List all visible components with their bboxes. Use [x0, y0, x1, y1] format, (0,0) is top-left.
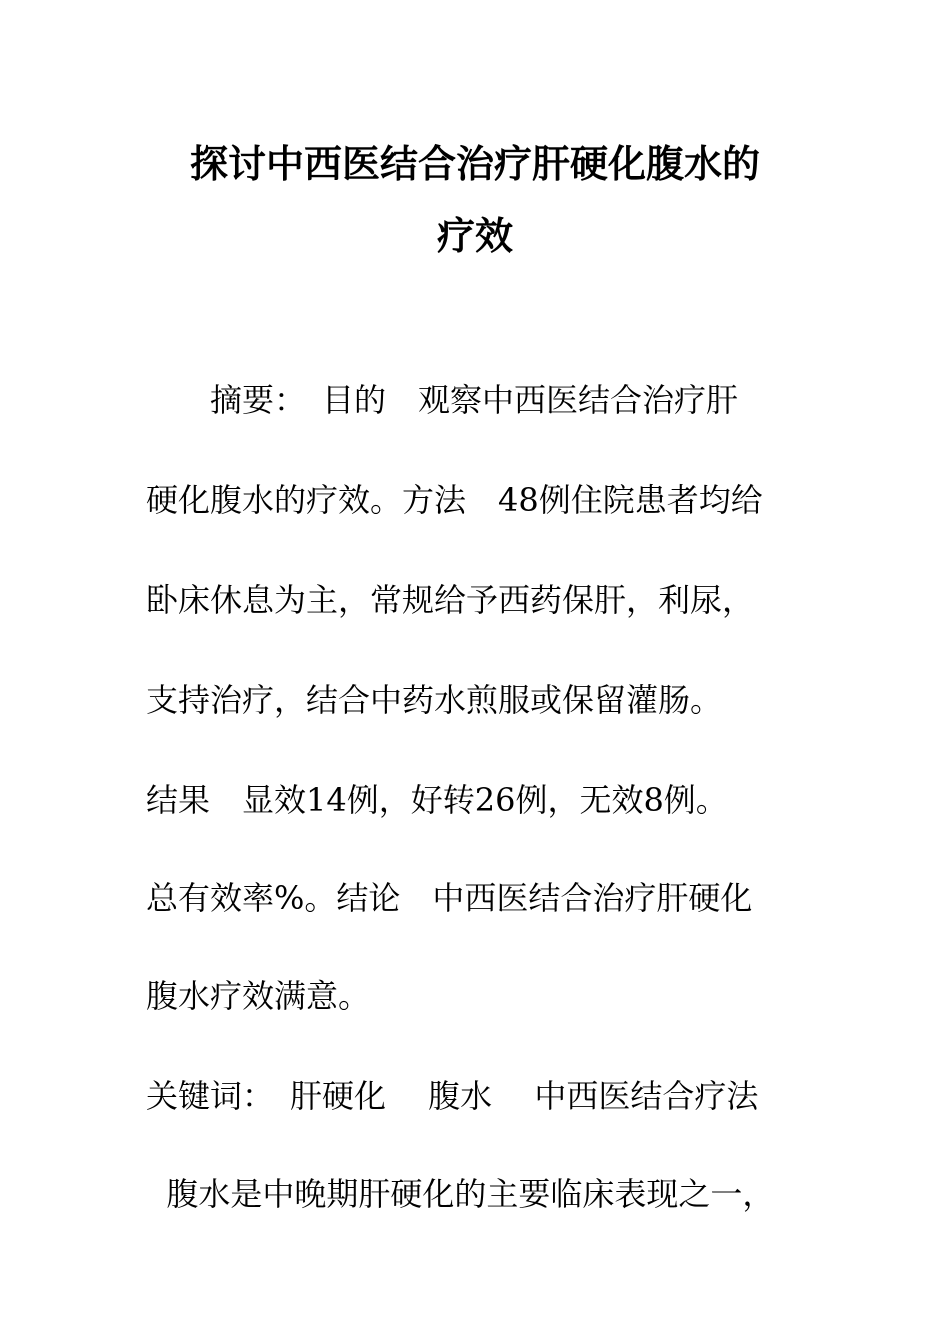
document-title-line-1: 探讨中西医结合治疗肝硬化腹水的: [189, 142, 760, 186]
document-title-line-2: 疗效: [436, 214, 513, 258]
keywords-line: 关键词： 肝硬化 腹水 中西医结合疗法: [146, 1077, 759, 1115]
abstract-line-7: 腹水疗效满意。: [146, 977, 371, 1015]
abstract-line-2: 硬化腹水的疗效。方法 48例住院患者均给: [146, 481, 763, 519]
abstract-line-1: 摘要： 目的 观察中西医结合治疗肝: [146, 381, 739, 419]
abstract-line-5: 结果 显效14例，好转26例，无效8例。: [146, 781, 728, 819]
abstract-line-3: 卧床休息为主，常规给予西药保肝，利尿，: [146, 581, 755, 619]
abstract-line-6: 总有效率%。结论 中西医结合治疗肝硬化: [146, 879, 753, 917]
intro-line-1: 腹水是中晚期肝硬化的主要临床表现之一，: [146, 1175, 775, 1213]
abstract-line-4: 支持治疗，结合中药水煎服或保留灌肠。: [146, 681, 723, 719]
